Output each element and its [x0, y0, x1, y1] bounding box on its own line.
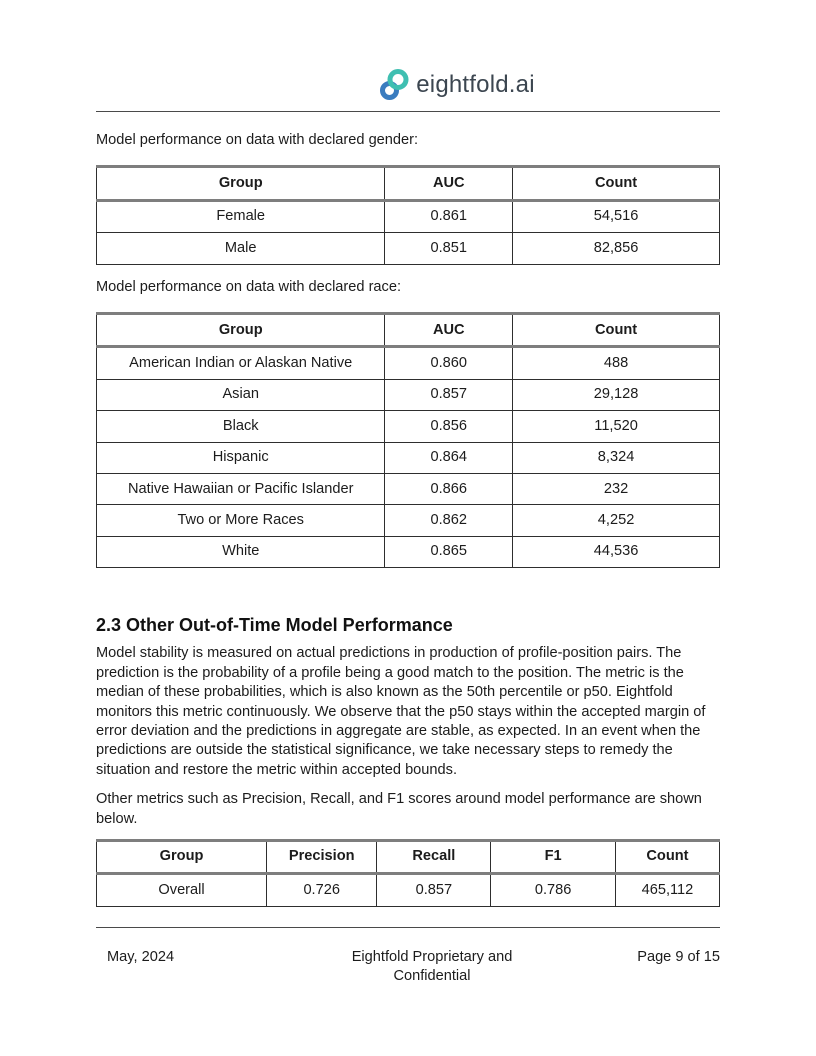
- table-row: [97, 200, 720, 232]
- table-cell-auc: 0.860: [385, 347, 513, 379]
- table-row: [97, 442, 720, 473]
- header-divider: [96, 111, 720, 112]
- table-row: [97, 474, 720, 505]
- table-header: [97, 840, 720, 873]
- document-content: [96, 131, 720, 907]
- table-row: [97, 347, 720, 379]
- table-header-row: [97, 314, 720, 347]
- footer-confidential-notice: [352, 948, 513, 987]
- other-metrics-paragraph: Other metrics such as Precision, Recall, and F1 scores around model performance are shown below.: [96, 791, 702, 827]
- table-cell-count: 44,536: [513, 536, 720, 567]
- column-header-auc: AUC: [385, 314, 513, 347]
- table-header-row: [97, 167, 720, 200]
- table-cell-count: 11,520: [513, 411, 720, 442]
- table-cell-group: Overall: [97, 874, 267, 906]
- table-header: [97, 167, 720, 200]
- table-cell-auc: 0.857: [385, 379, 513, 410]
- table-cell-count: 8,324: [513, 442, 720, 473]
- logo-text: eightfold.ai: [416, 71, 535, 98]
- gender-table-caption: Model performance on data with declared gender:: [96, 132, 419, 148]
- column-header-count: Count: [513, 167, 720, 200]
- footer-confidential-line1: Eightfold Proprietary and: [351, 949, 513, 965]
- column-header-recall: Recall: [377, 840, 491, 873]
- table-cell-auc: 0.862: [385, 505, 513, 536]
- table-cell-count: 29,128: [513, 379, 720, 410]
- model-stability-paragraph: Model stability is measured on actual predictions in production of profile-position pairs. The prediction is the probability of a profile being a good match to the position. The metric is the median of these probabilities, which is also known as the 50th percentile or p50. Eightfold monitors this metric continuously. We observe that the p50 stays within the accepted margin of error deviation and the predictions in aggregate are stable, as expected. In an event when the predictions are outside the statistical significance, we take necessary steps to remedy the situation and restore the metric within accepted bounds.: [96, 645, 706, 778]
- table-cell-group: Black: [97, 411, 385, 442]
- table-cell-count: 488: [513, 347, 720, 379]
- column-header-group: Group: [97, 314, 385, 347]
- table-row: [97, 411, 720, 442]
- race-performance-table: [96, 312, 720, 568]
- table-cell-group: Native Hawaiian or Pacific Islander: [97, 474, 385, 505]
- column-header-f1: F1: [491, 840, 616, 873]
- footer-page-number: Page 9 of 15: [637, 949, 720, 965]
- eightfold-infinity-icon: [379, 69, 409, 101]
- table-cell-count: 232: [513, 474, 720, 505]
- footer-row: [96, 948, 720, 987]
- section-heading: 2.3 Other Out-of-Time Model Performance: [96, 615, 453, 636]
- table-row: [97, 505, 720, 536]
- table-cell-group: White: [97, 536, 385, 567]
- table-cell-group: Hispanic: [97, 442, 385, 473]
- table-cell-group: Male: [97, 233, 385, 264]
- table-cell-auc: 0.856: [385, 411, 513, 442]
- table-cell-group: Asian: [97, 379, 385, 410]
- table-row: [97, 536, 720, 567]
- table-cell-count: 4,252: [513, 505, 720, 536]
- table-cell-auc: 0.866: [385, 474, 513, 505]
- page-footer: [96, 927, 720, 987]
- table-cell-count: 82,856: [513, 233, 720, 264]
- gender-performance-table: [96, 165, 720, 264]
- table-cell-precision: 0.726: [267, 874, 377, 906]
- column-header-group: Group: [97, 840, 267, 873]
- overall-metrics-table: [96, 839, 720, 907]
- table-row: [97, 874, 720, 906]
- page-header: [0, 0, 816, 112]
- race-table-caption: Model performance on data with declared race:: [96, 278, 402, 295]
- table-cell-group: American Indian or Alaskan Native: [97, 347, 385, 379]
- footer-confidential-line2: Confidential: [393, 968, 471, 985]
- column-header-group: Group: [97, 167, 385, 200]
- footer-date: May, 2024: [107, 949, 175, 965]
- column-header-precision: Precision: [267, 840, 377, 873]
- logo-row: [0, 69, 816, 101]
- table-cell-auc: 0.861: [385, 200, 513, 232]
- table-cell-auc: 0.864: [385, 442, 513, 473]
- table-cell-recall: 0.857: [377, 874, 491, 906]
- table-header: [97, 314, 720, 347]
- eightfold-logo: [379, 69, 535, 101]
- table-cell-count: 465,112: [615, 874, 719, 906]
- table-cell-f1: 0.786: [491, 874, 616, 906]
- column-header-count: Count: [513, 314, 720, 347]
- table-row: [97, 379, 720, 410]
- table-cell-auc: 0.865: [385, 536, 513, 567]
- table-cell-count: 54,516: [513, 200, 720, 232]
- column-header-auc: AUC: [385, 167, 513, 200]
- table-cell-group: Two or More Races: [97, 505, 385, 536]
- column-header-count: Count: [615, 840, 719, 873]
- table-cell-group: Female: [97, 200, 385, 232]
- table-cell-auc: 0.851: [385, 233, 513, 264]
- table-row: [97, 233, 720, 264]
- footer-divider: [96, 927, 720, 928]
- table-header-row: [97, 840, 720, 873]
